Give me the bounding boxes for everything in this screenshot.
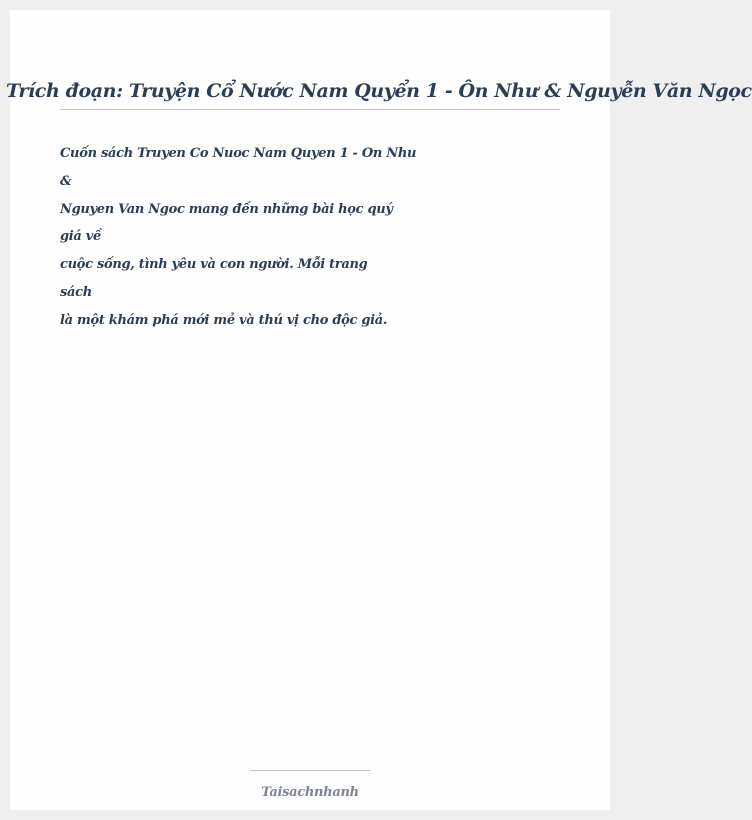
footer-site-name: Taisachnhanh bbox=[261, 785, 359, 800]
body-line: Cuốn sách Truyen Co Nuoc Nam Quyen 1 - On Nhu bbox=[60, 146, 417, 161]
body-line: Nguyen Van Ngoc mang đến những bài học quý bbox=[60, 201, 393, 217]
body-line: là một khám phá mới mẻ và thú vị cho độc giả. bbox=[60, 312, 388, 328]
body-line: sách bbox=[60, 284, 92, 300]
document-page bbox=[6, 10, 752, 810]
footer-divider bbox=[250, 770, 371, 771]
body-line: cuộc sống, tình yêu và con người. Mỗi trang bbox=[60, 257, 368, 273]
document-title: Trích đoạn: Truyện Cổ Nước Nam Quyển 1 - Ôn Như & Nguyễn Văn Ngọc bbox=[6, 80, 752, 102]
document-body bbox=[60, 145, 417, 340]
body-line: & bbox=[60, 173, 72, 189]
body-line: giá về bbox=[60, 229, 102, 245]
title-divider bbox=[60, 109, 560, 110]
